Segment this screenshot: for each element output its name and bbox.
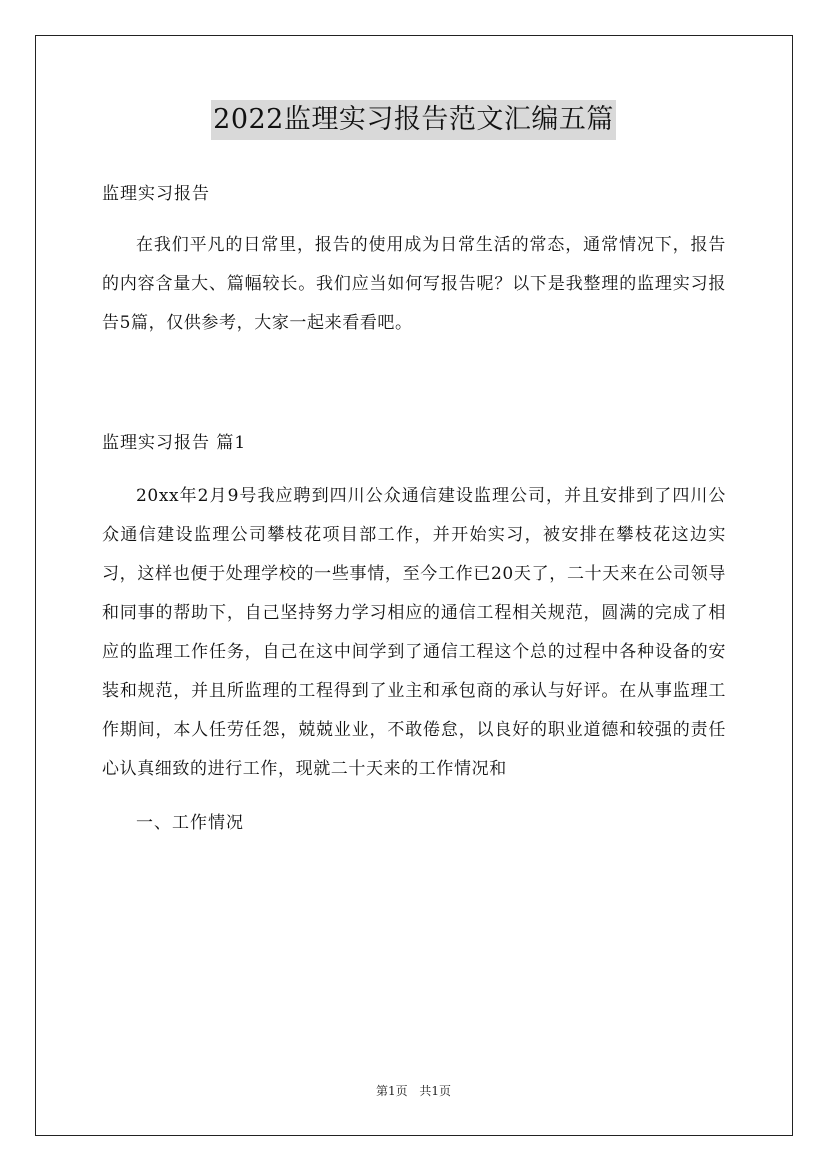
intro-paragraph: 在我们平凡的日常里，报告的使用成为日常生活的常态，通常情况下，报告的内容含量大、篇幅较长。我们应当如何写报告呢？以下是我整理的监理实习报告5篇，仅供参考，大家一起来看看吧。 [102, 235, 726, 333]
spacer [102, 214, 726, 226]
section-heading: 监理实习报告 [102, 184, 210, 204]
page-footer [0, 1082, 827, 1099]
document-body [102, 174, 726, 843]
page-number: 第1页 [375, 1084, 408, 1098]
sub-heading: 一、工作情况 [136, 813, 244, 833]
article-heading: 监理实习报告 篇1 [102, 433, 247, 453]
title-container [0, 100, 827, 140]
document-title: 2022监理实习报告范文汇编五篇 [211, 100, 616, 140]
spacer [102, 463, 726, 477]
page-total: 共1页 [419, 1084, 452, 1098]
article-paragraph: 20xx年2月9号我应聘到四川公众通信建设监理公司，并且安排到了四川公众通信建设监理公司攀枝花项目部工作，并开始实习，被安排在攀枝花这边实习，这样也便于处理学校的一些事情，至今工作已20天了，二十天来在公司领导和同事的帮助下，自己坚持努力学习相应的通信工程相关规范，圆满的完成了相应的监理工作任务，自己在这中间学到了通信工程这个总的过程中各种设备的安装和规范，并且所监理的工程得到了业主和承包商的承认与好评。在从事监理工作期间，本人任劳任怨，兢兢业业，不敢倦怠，以良好的职业道德和较强的责任心认真细致的进行工作，现就二十天来的工作情况和 [102, 486, 726, 779]
spacer [102, 343, 726, 423]
spacer [102, 789, 726, 803]
